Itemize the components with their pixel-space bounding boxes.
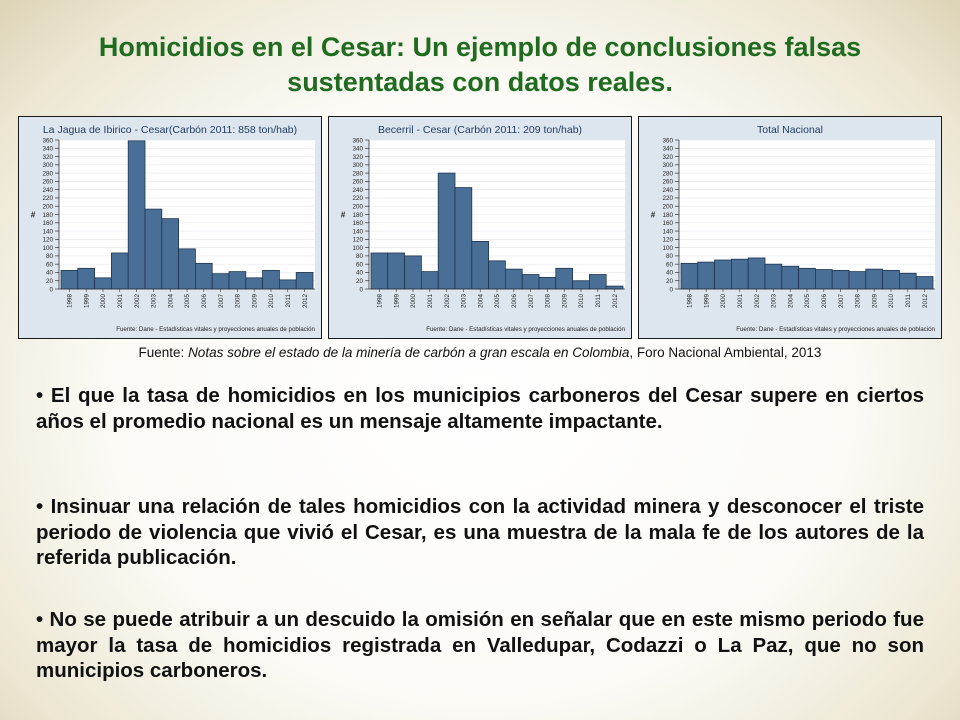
- y-tick-label: 120: [42, 236, 53, 244]
- x-tick-label: 2012: [921, 294, 929, 309]
- x-tick-label: 2006: [511, 294, 518, 309]
- x-tick-label: 2001: [117, 294, 124, 309]
- y-tick-label: 240: [42, 186, 53, 194]
- bar-2003: [145, 209, 162, 289]
- x-tick-label: 2011: [285, 294, 292, 308]
- chart-la-jagua: [19, 117, 321, 338]
- x-tick-label: 2001: [427, 294, 434, 309]
- y-tick-label: 340: [42, 145, 53, 153]
- chart-total-nacional: [639, 117, 941, 338]
- y-tick-label: 260: [42, 178, 53, 186]
- bar-2007: [212, 274, 229, 289]
- y-tick-label: 320: [42, 153, 53, 161]
- y-tick-label: 320: [662, 153, 673, 161]
- chart-footer: Fuente: Dane - Estadísticas vitales y proyecciones anuales de población: [736, 326, 935, 333]
- bar-1999: [78, 268, 95, 289]
- y-tick-label: 20: [355, 278, 363, 286]
- x-tick-label: 2008: [854, 294, 862, 309]
- y-tick-label: 180: [352, 211, 363, 219]
- x-tick-label: 2002: [443, 294, 451, 309]
- y-tick-label: 360: [352, 137, 363, 145]
- bar-1999: [698, 262, 715, 289]
- bar-1998: [61, 270, 78, 289]
- x-tick-label: 2005: [494, 294, 502, 309]
- bar-1998: [681, 263, 698, 289]
- y-tick-label: 360: [662, 137, 673, 145]
- bar-2006: [195, 263, 212, 289]
- bar-2009: [246, 278, 263, 289]
- y-tick-label: 300: [662, 162, 673, 170]
- y-tick-label: 340: [662, 145, 673, 153]
- x-tick-label: 2010: [888, 294, 896, 309]
- y-tick-label: 140: [42, 228, 53, 236]
- x-tick-label: 2007: [837, 294, 845, 309]
- x-tick-label: 2012: [301, 294, 309, 309]
- bar-1999: [388, 253, 405, 289]
- bar-2000: [715, 260, 732, 289]
- bar-2004: [472, 241, 489, 289]
- x-tick-label: 2005: [804, 294, 812, 309]
- x-tick-label: 2000: [410, 294, 418, 309]
- y-tick-label: 160: [662, 220, 673, 228]
- x-tick-label: 1999: [83, 294, 91, 309]
- chart-panel-la-jagua: [18, 116, 322, 339]
- y-axis-label: #: [340, 210, 346, 220]
- bar-2011: [899, 273, 916, 289]
- y-tick-label: 40: [45, 269, 53, 277]
- x-tick-label: 1998: [686, 294, 694, 309]
- bar-2011: [589, 275, 606, 289]
- y-tick-label: 180: [42, 211, 53, 219]
- y-tick-label: 20: [45, 278, 53, 286]
- x-tick-label: 2004: [787, 294, 795, 309]
- y-tick-label: 140: [352, 228, 363, 236]
- bar-2011: [279, 280, 296, 289]
- y-tick-label: 80: [665, 253, 673, 261]
- source-citation: [20, 345, 940, 360]
- y-tick-label: 100: [42, 244, 53, 252]
- bar-2001: [111, 253, 128, 289]
- bullet-point-1: • El que la tasa de homicidios en los municipios carboneros del Cesar supere en ciertos años el promedio nacional es un mensaje altamente impactante.: [36, 384, 924, 433]
- bar-2010: [883, 270, 900, 289]
- x-tick-label: 2011: [595, 294, 602, 308]
- x-tick-label: 2004: [167, 294, 175, 309]
- x-tick-label: 2006: [201, 294, 208, 309]
- y-tick-label: 280: [352, 170, 363, 178]
- bar-2002: [128, 141, 145, 289]
- x-tick-label: 2005: [184, 294, 192, 309]
- bar-2012: [296, 272, 313, 289]
- bar-2008: [539, 277, 556, 289]
- y-axis-label: #: [650, 210, 656, 220]
- bar-2000: [95, 278, 112, 289]
- y-tick-label: 260: [352, 178, 363, 186]
- bar-2010: [263, 270, 280, 289]
- source-prefix: Fuente:: [138, 345, 189, 360]
- y-tick-label: 280: [662, 170, 673, 178]
- chart-footer: Fuente: Dane - Estadísticas vitales y proyecciones anuales de población: [116, 326, 315, 333]
- x-tick-label: 2003: [460, 294, 468, 309]
- x-tick-label: 2009: [871, 294, 879, 309]
- chart-becerril: [329, 117, 631, 338]
- y-tick-label: 200: [352, 203, 363, 211]
- bar-2001: [421, 272, 438, 289]
- y-tick-label: 20: [665, 278, 673, 286]
- x-tick-label: 2010: [578, 294, 586, 309]
- x-tick-label: 2001: [737, 294, 744, 309]
- bar-2003: [455, 188, 472, 289]
- y-tick-label: 0: [359, 286, 363, 294]
- y-tick-label: 220: [42, 195, 53, 203]
- chart-footer: Fuente: Dane - Estadísticas vitales y proyecciones anuales de población: [426, 326, 625, 333]
- chart-title: La Jagua de Ibirico - Cesar(Carbón 2011: 858 ton/hab): [42, 124, 298, 136]
- y-tick-label: 120: [352, 236, 363, 244]
- y-tick-label: 280: [42, 170, 53, 178]
- y-tick-label: 100: [662, 244, 673, 252]
- y-tick-label: 40: [355, 269, 363, 277]
- x-tick-label: 2008: [544, 294, 552, 309]
- x-tick-label: 2004: [477, 294, 485, 309]
- y-tick-label: 60: [665, 261, 673, 269]
- y-tick-label: 300: [352, 162, 363, 170]
- y-tick-label: 40: [665, 269, 673, 277]
- x-tick-label: 2007: [527, 294, 535, 309]
- bar-2012: [606, 286, 623, 289]
- x-tick-label: 1999: [393, 294, 401, 309]
- bar-1998: [371, 253, 388, 289]
- bar-2002: [438, 173, 455, 289]
- slide-title: [10, 30, 950, 100]
- y-tick-label: 80: [45, 253, 53, 261]
- x-tick-label: 2009: [561, 294, 569, 309]
- bar-2005: [799, 268, 816, 289]
- y-tick-label: 120: [662, 236, 673, 244]
- chart-title: Becerril - Cesar (Carbón 2011: 209 ton/hab): [377, 124, 583, 136]
- x-tick-label: 2006: [821, 294, 828, 309]
- x-tick-label: 2011: [905, 294, 912, 308]
- y-tick-label: 240: [352, 186, 363, 194]
- x-tick-label: 2010: [268, 294, 276, 309]
- bar-2006: [815, 270, 832, 289]
- y-tick-label: 60: [45, 261, 53, 269]
- y-tick-label: 0: [49, 286, 53, 294]
- x-tick-label: 2002: [753, 294, 761, 309]
- y-tick-label: 160: [42, 220, 53, 228]
- y-tick-label: 260: [662, 178, 673, 186]
- bar-2004: [162, 219, 179, 289]
- x-tick-label: 1998: [376, 294, 384, 309]
- y-tick-label: 220: [662, 195, 673, 203]
- y-tick-label: 340: [352, 145, 363, 153]
- y-tick-label: 60: [355, 261, 363, 269]
- y-tick-label: 240: [662, 186, 673, 194]
- x-tick-label: 2000: [100, 294, 108, 309]
- bar-2008: [229, 272, 246, 289]
- bar-2010: [573, 281, 590, 289]
- x-tick-label: 2000: [720, 294, 728, 309]
- y-tick-label: 80: [355, 253, 363, 261]
- bar-2003: [765, 264, 782, 289]
- y-tick-label: 220: [352, 195, 363, 203]
- bar-2005: [179, 249, 196, 289]
- x-tick-label: 1998: [66, 294, 74, 309]
- x-tick-label: 2007: [217, 294, 225, 309]
- bar-2006: [505, 269, 522, 289]
- x-tick-label: 2012: [611, 294, 619, 309]
- x-tick-label: 2008: [234, 294, 242, 309]
- chart-panel-total-nacional: [638, 116, 942, 339]
- bar-2008: [849, 272, 866, 289]
- bar-2012: [916, 277, 933, 289]
- y-tick-label: 360: [42, 137, 53, 145]
- bar-2002: [748, 258, 765, 289]
- bullet-point-3: • No se puede atribuir a un descuido la omisión en señalar que en este mismo periodo fue mayor la tasa de homicidios registrada en Valledupar, Codazzi o La Paz, que no son municipios carboneros.: [36, 608, 924, 682]
- bar-2000: [405, 256, 422, 289]
- y-tick-label: 0: [669, 286, 673, 294]
- chart-title: Total Nacional: [757, 124, 823, 136]
- x-tick-label: 1999: [703, 294, 711, 309]
- y-tick-label: 300: [42, 162, 53, 170]
- title-line-2: sustentadas con datos reales.: [287, 67, 673, 97]
- bar-2009: [866, 269, 883, 289]
- bar-2004: [782, 266, 799, 289]
- chart-panel-becerril: [328, 116, 632, 339]
- y-tick-label: 320: [352, 153, 363, 161]
- y-tick-label: 100: [352, 244, 363, 252]
- y-tick-label: 160: [352, 220, 363, 228]
- y-tick-label: 180: [662, 211, 673, 219]
- source-suffix: , Foro Nacional Ambiental, 2013: [629, 345, 822, 360]
- x-tick-label: 2003: [150, 294, 158, 309]
- bar-2007: [522, 275, 539, 289]
- x-tick-label: 2002: [133, 294, 141, 309]
- x-tick-label: 2003: [770, 294, 778, 309]
- y-tick-label: 140: [662, 228, 673, 236]
- y-tick-label: 200: [662, 203, 673, 211]
- title-line-1: Homicidios en el Cesar: Un ejemplo de conclusiones falsas: [98, 32, 862, 62]
- bar-2007: [832, 270, 849, 289]
- y-axis-label: #: [30, 210, 36, 220]
- bullet-point-2: • Insinuar una relación de tales homicidios con la actividad minera y desconocer el triste periodo de violencia que vivió el Cesar, es una muestra de la mala fe de los autores de la referida publicación.: [36, 495, 924, 569]
- x-tick-label: 2009: [251, 294, 259, 309]
- bar-2005: [489, 261, 506, 289]
- source-title: Notas sobre el estado de la minería de carbón a gran escala en Colombia: [188, 345, 630, 360]
- bar-2001: [731, 259, 748, 289]
- bar-2009: [556, 268, 573, 289]
- y-tick-label: 200: [42, 203, 53, 211]
